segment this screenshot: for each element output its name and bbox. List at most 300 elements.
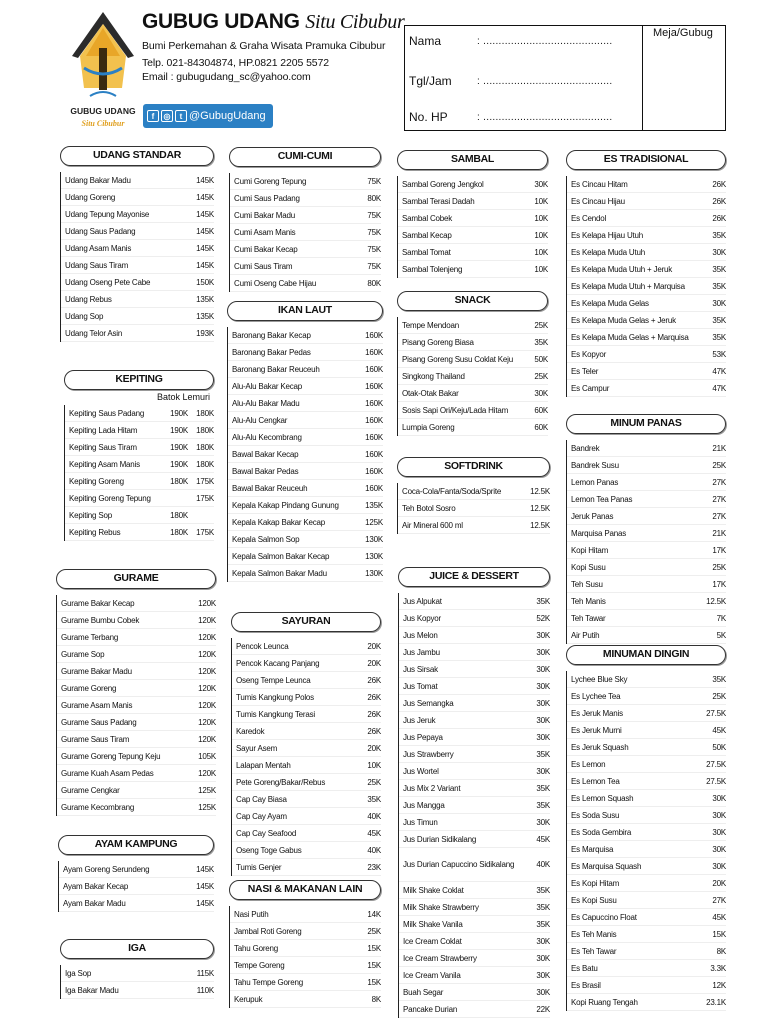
menu-item-name: Jus Strawberry: [403, 749, 454, 759]
hp-field[interactable]: : ..........................................: [477, 112, 613, 123]
menu-item[interactable]: [228, 395, 383, 412]
instagram-icon: ◎: [161, 110, 173, 122]
menu-item-name: Jus Semangka: [403, 698, 454, 708]
menu-item[interactable]: [57, 646, 216, 663]
menu-item[interactable]: [228, 531, 383, 548]
menu-item[interactable]: [567, 593, 726, 610]
menu-item[interactable]: [567, 491, 726, 508]
menu-item[interactable]: [61, 291, 214, 308]
menu-item[interactable]: [57, 748, 216, 765]
menu-item-name: Baronang Bakar Kecap: [232, 330, 311, 340]
menu-list: [56, 595, 216, 816]
menu-item[interactable]: [399, 780, 550, 797]
logo-script: Situ Cibubur: [81, 119, 125, 128]
menu-item-name: Milk Shake Strawberry: [403, 902, 479, 912]
menu-item-price: 145K: [196, 898, 214, 908]
menu-item[interactable]: [232, 842, 381, 859]
menu-item[interactable]: [398, 227, 548, 244]
menu-item-name: Lalapan Mentah: [236, 760, 291, 770]
menu-item[interactable]: [399, 967, 550, 984]
menu-item[interactable]: [567, 363, 726, 380]
menu-item-name: Milk Shake Coklat: [403, 885, 464, 895]
logo-text: GUBUG UDANG: [70, 106, 136, 116]
menu-item[interactable]: [398, 317, 548, 334]
menu-item[interactable]: [232, 825, 381, 842]
menu-item[interactable]: [232, 774, 381, 791]
menu-item[interactable]: [61, 223, 214, 240]
menu-item-price: 47K: [712, 366, 726, 376]
menu-item-name: Es Cincau Hijau: [571, 196, 625, 206]
menu-item-name: Bawal Bakar Kecap: [232, 449, 299, 459]
menu-item[interactable]: [57, 629, 216, 646]
menu-item[interactable]: [399, 1001, 550, 1018]
gubug-udang-logo: [66, 8, 140, 130]
menu-item[interactable]: [399, 644, 550, 661]
menu-item[interactable]: [65, 439, 214, 456]
section-ikan: [227, 301, 383, 582]
menu-item[interactable]: [567, 440, 726, 457]
section-title: UDANG STANDAR: [60, 146, 214, 166]
menu-item-name: Jus Tomat: [403, 681, 438, 691]
menu-item[interactable]: [57, 731, 216, 748]
section-cumi: [229, 147, 381, 292]
menu-item-price: 23.1K: [706, 997, 726, 1007]
menu-item[interactable]: [399, 746, 550, 763]
menu-item-name: Pencok Kacang Panjang: [236, 658, 320, 668]
menu-item[interactable]: [567, 474, 726, 491]
menu-item[interactable]: [230, 207, 381, 224]
menu-item-price: 35K: [712, 281, 726, 291]
menu-item[interactable]: [399, 695, 550, 712]
section-softdrink: [397, 457, 550, 534]
section-title: MINUMAN DINGIN: [566, 645, 726, 665]
menu-item-price: 125K: [198, 785, 216, 795]
menu-item[interactable]: [61, 308, 214, 325]
menu-item[interactable]: [57, 612, 216, 629]
menu-item-name: Alu-Alu Kecombrang: [232, 432, 302, 442]
menu-item-price: 26K: [367, 709, 381, 719]
menu-item[interactable]: [230, 923, 381, 940]
menu-item[interactable]: [61, 257, 214, 274]
menu-item[interactable]: [228, 565, 383, 582]
menu-item[interactable]: [230, 991, 381, 1008]
facebook-icon: f: [147, 110, 159, 122]
menu-item[interactable]: [567, 705, 726, 722]
menu-item-price: 10K: [534, 213, 548, 223]
menu-item[interactable]: [232, 740, 381, 757]
menu-item[interactable]: [399, 882, 550, 899]
menu-item[interactable]: [398, 385, 548, 402]
tgl-field[interactable]: : ..........................................: [477, 76, 613, 87]
menu-item-price: 27K: [712, 511, 726, 521]
menu-item[interactable]: [567, 329, 726, 346]
menu-item-price: 35K: [367, 794, 381, 804]
menu-item[interactable]: [567, 909, 726, 926]
menu-item-price: 145K: [196, 175, 214, 185]
menu-item[interactable]: [567, 790, 726, 807]
menu-item[interactable]: [567, 960, 726, 977]
menu-item-price: 120K: [198, 598, 216, 608]
menu-item[interactable]: [61, 965, 214, 982]
menu-item[interactable]: [567, 210, 726, 227]
menu-item-name: Es Soda Gembira: [571, 827, 632, 837]
menu-item[interactable]: [567, 671, 726, 688]
menu-item-name: Iga Sop: [65, 968, 92, 978]
menu-item[interactable]: [65, 507, 214, 524]
menu-item[interactable]: [567, 542, 726, 559]
menu-item[interactable]: [61, 189, 214, 206]
menu-item[interactable]: [57, 680, 216, 697]
menu-item[interactable]: [61, 325, 214, 342]
menu-item[interactable]: [230, 173, 381, 190]
menu-item[interactable]: [399, 916, 550, 933]
menu-item[interactable]: [398, 483, 550, 500]
restaurant-title: [142, 10, 404, 34]
menu-item[interactable]: [230, 957, 381, 974]
menu-item[interactable]: [57, 799, 216, 816]
menu-item[interactable]: [399, 763, 550, 780]
menu-item[interactable]: [65, 473, 214, 490]
menu-item[interactable]: [59, 878, 214, 895]
menu-item[interactable]: [398, 334, 548, 351]
menu-item-price: 27.5K: [706, 759, 726, 769]
menu-item-price: 190K: [170, 459, 188, 469]
menu-item[interactable]: [232, 689, 381, 706]
menu-item[interactable]: [228, 480, 383, 497]
menu-item[interactable]: [232, 723, 381, 740]
email: Email : gubugudang_sc@yahoo.com: [142, 71, 311, 83]
menu-item-name: Pancake Durian: [403, 1004, 458, 1014]
menu-item-price: 80K: [367, 278, 381, 288]
menu-item-name: Kopi Hitam: [571, 545, 609, 555]
menu-item-name: Es Jeruk Manis: [571, 708, 623, 718]
menu-item[interactable]: [398, 261, 548, 278]
order-form: [404, 25, 726, 131]
menu-item-name: Es Jeruk Squash: [571, 742, 629, 752]
menu-item-name: Kepiting Saus Tiram: [69, 442, 137, 452]
menu-item-price-alt: 175K: [196, 493, 214, 503]
menu-item-price: 27K: [712, 895, 726, 905]
menu-item-name: Jus Kopyor: [403, 613, 442, 623]
menu-item[interactable]: [232, 655, 381, 672]
menu-item[interactable]: [228, 446, 383, 463]
menu-item[interactable]: [567, 380, 726, 397]
section-ayam: [58, 835, 214, 912]
menu-item-name: Gurame Bakar Kecap: [61, 598, 135, 608]
menu-item[interactable]: [399, 627, 550, 644]
menu-item[interactable]: [59, 861, 214, 878]
menu-item-name: Kepiting Saus Padang: [69, 408, 145, 418]
menu-item[interactable]: [65, 405, 214, 422]
menu-item-name: Sambal Goreng Jengkol: [402, 179, 484, 189]
menu-item[interactable]: [567, 627, 726, 644]
menu-item[interactable]: [567, 261, 726, 278]
menu-item[interactable]: [567, 807, 726, 824]
menu-item[interactable]: [230, 224, 381, 241]
menu-item-price: 120K: [198, 649, 216, 659]
menu-item[interactable]: [61, 172, 214, 189]
menu-item[interactable]: [57, 663, 216, 680]
menu-item[interactable]: [232, 859, 381, 876]
menu-item[interactable]: [567, 227, 726, 244]
menu-item-price: 130K: [365, 551, 383, 561]
menu-item[interactable]: [567, 278, 726, 295]
nama-field[interactable]: : ..........................................: [477, 36, 613, 47]
menu-item[interactable]: [61, 206, 214, 223]
menu-item-name: Sayur Asem: [236, 743, 278, 753]
menu-item[interactable]: [567, 176, 726, 193]
menu-item[interactable]: [65, 422, 214, 439]
menu-item-name: Teh Manis: [571, 596, 606, 606]
menu-item-price: 26K: [712, 213, 726, 223]
menu-item-name: Oseng Toge Gabus: [236, 845, 302, 855]
menu-item-name: Sambal Tomat: [402, 247, 451, 257]
menu-item[interactable]: [232, 638, 381, 655]
menu-item[interactable]: [398, 244, 548, 261]
menu-item[interactable]: [61, 982, 214, 999]
menu-item[interactable]: [228, 463, 383, 480]
menu-item-price-alt: 175K: [196, 527, 214, 537]
menu-item[interactable]: [399, 797, 550, 814]
menu-item[interactable]: [61, 274, 214, 291]
menu-item[interactable]: [228, 429, 383, 446]
menu-item-name: Gurame Saus Padang: [61, 717, 137, 727]
menu-item[interactable]: [567, 858, 726, 875]
menu-item-price: 35K: [534, 337, 548, 347]
menu-item-price: 60K: [534, 405, 548, 415]
menu-item[interactable]: [228, 361, 383, 378]
menu-item[interactable]: [399, 848, 550, 882]
menu-item-name: Ice Cream Strawberry: [403, 953, 477, 963]
menu-item-price: 30K: [536, 970, 550, 980]
menu-item-name: Kepiting Lada Hitam: [69, 425, 138, 435]
menu-item[interactable]: [57, 782, 216, 799]
menu-item[interactable]: [399, 950, 550, 967]
menu-item[interactable]: [228, 378, 383, 395]
menu-item-name: Pencok Leunca: [236, 641, 289, 651]
menu-item[interactable]: [399, 933, 550, 950]
menu-list: [58, 861, 214, 912]
menu-item[interactable]: [567, 559, 726, 576]
section-title: IKAN LAUT: [227, 301, 383, 321]
menu-item-price: 25K: [367, 926, 381, 936]
section-title: CUMI-CUMI: [229, 147, 381, 167]
menu-item[interactable]: [567, 977, 726, 994]
menu-item[interactable]: [398, 210, 548, 227]
menu-item-price: 25K: [367, 777, 381, 787]
menu-item[interactable]: [228, 497, 383, 514]
menu-item[interactable]: [65, 456, 214, 473]
menu-item-name: Pisang Goreng Susu Coklat Keju: [402, 354, 513, 364]
menu-item-name: Es Capuccino Float: [571, 912, 637, 922]
menu-item[interactable]: [228, 548, 383, 565]
menu-item-price: 17K: [712, 579, 726, 589]
menu-item[interactable]: [567, 312, 726, 329]
menu-item[interactable]: [228, 514, 383, 531]
menu-item[interactable]: [567, 508, 726, 525]
menu-item-price: 10K: [534, 264, 548, 274]
menu-item-price: 145K: [196, 192, 214, 202]
menu-item[interactable]: [567, 688, 726, 705]
menu-item[interactable]: [230, 940, 381, 957]
menu-item-price: 105K: [198, 751, 216, 761]
menu-item-price: 190K: [170, 408, 188, 418]
menu-item[interactable]: [399, 712, 550, 729]
menu-item[interactable]: [398, 500, 550, 517]
menu-item-name: Jus Wortel: [403, 766, 439, 776]
menu-item-price: 26K: [367, 675, 381, 685]
menu-item[interactable]: [567, 576, 726, 593]
menu-item-name: Kerupuk: [234, 994, 263, 1004]
menu-item-price: 75K: [367, 261, 381, 271]
menu-item-price: 120K: [198, 683, 216, 693]
menu-item[interactable]: [399, 678, 550, 695]
menu-item[interactable]: [398, 368, 548, 385]
menu-item[interactable]: [567, 943, 726, 960]
menu-item[interactable]: [567, 525, 726, 542]
menu-item[interactable]: [232, 706, 381, 723]
menu-item[interactable]: [567, 824, 726, 841]
menu-item[interactable]: [399, 899, 550, 916]
menu-item-name: Bawal Bakar Reuceuh: [232, 483, 308, 493]
menu-item-price: 160K: [365, 415, 383, 425]
menu-item[interactable]: [232, 791, 381, 808]
menu-item[interactable]: [230, 275, 381, 292]
menu-list: [566, 440, 726, 644]
menu-item-name: Kepiting Sop: [69, 510, 112, 520]
menu-item[interactable]: [398, 351, 548, 368]
menu-item[interactable]: [228, 412, 383, 429]
menu-item[interactable]: [398, 193, 548, 210]
menu-item[interactable]: [567, 244, 726, 261]
menu-item[interactable]: [232, 757, 381, 774]
menu-item-price: 12.5K: [530, 520, 550, 530]
menu-item[interactable]: [61, 240, 214, 257]
menu-item-price: 25K: [712, 562, 726, 572]
menu-item-name: Kepiting Goreng: [69, 476, 124, 486]
menu-item[interactable]: [399, 984, 550, 1001]
menu-item-price: 160K: [365, 381, 383, 391]
menu-item-price: 120K: [198, 734, 216, 744]
menu-item-price: 15K: [367, 943, 381, 953]
menu-item-name: Es Kelapa Muda Gelas + Jeruk: [571, 315, 676, 325]
menu-item[interactable]: [232, 672, 381, 689]
menu-item-name: Jus Melon: [403, 630, 438, 640]
menu-item[interactable]: [228, 344, 383, 361]
menu-item[interactable]: [567, 773, 726, 790]
section-title: SOFTDRINK: [397, 457, 550, 477]
menu-item-name: Es Campur: [571, 383, 610, 393]
menu-item-name: Gurame Kecombrang: [61, 802, 135, 812]
section-title: IGA: [60, 939, 214, 959]
menu-item-name: Gurame Saus Tiram: [61, 734, 130, 744]
menu-item[interactable]: [567, 926, 726, 943]
menu-item[interactable]: [232, 808, 381, 825]
section-nasi: [229, 880, 381, 1008]
menu-item-name: Gurame Asam Manis: [61, 700, 133, 710]
menu-item[interactable]: [567, 739, 726, 756]
menu-list: [227, 327, 383, 582]
menu-item[interactable]: [398, 517, 550, 534]
menu-item-name: Es Kelapa Hijau Utuh: [571, 230, 644, 240]
menu-item-price: 35K: [536, 919, 550, 929]
section-iga: [60, 939, 214, 999]
menu-item[interactable]: [567, 841, 726, 858]
menu-item[interactable]: [567, 193, 726, 210]
menu-item[interactable]: [57, 697, 216, 714]
menu-item[interactable]: [228, 327, 383, 344]
menu-item[interactable]: [57, 765, 216, 782]
menu-item-name: Karedok: [236, 726, 265, 736]
menu-item-price: 35K: [536, 800, 550, 810]
menu-item[interactable]: [230, 241, 381, 258]
menu-item-price-alt: 180K: [196, 425, 214, 435]
menu-item[interactable]: [567, 756, 726, 773]
menu-item[interactable]: [65, 490, 214, 507]
menu-item-price: 75K: [367, 244, 381, 254]
section-title: ES TRADISIONAL: [566, 150, 726, 170]
section-snack: [397, 291, 548, 436]
menu-item-price: 35K: [536, 596, 550, 606]
menu-item[interactable]: [230, 258, 381, 275]
menu-item[interactable]: [567, 295, 726, 312]
section-es: [566, 150, 726, 397]
menu-item[interactable]: [567, 722, 726, 739]
menu-item-price: 45K: [536, 834, 550, 844]
menu-item[interactable]: [567, 457, 726, 474]
menu-item[interactable]: [399, 729, 550, 746]
menu-item-price: 47K: [712, 383, 726, 393]
menu-item[interactable]: [399, 814, 550, 831]
menu-item[interactable]: [398, 419, 548, 436]
menu-item-name: Tahu Goreng: [234, 943, 279, 953]
menu-item-name: Sosis Sapi Ori/Keju/Lada Hitam: [402, 405, 509, 415]
menu-item[interactable]: [57, 714, 216, 731]
menu-item-name: Tumis Genjer: [236, 862, 282, 872]
menu-item-price: 35K: [536, 783, 550, 793]
menu-item-price: 10K: [534, 230, 548, 240]
menu-item-price: 145K: [196, 226, 214, 236]
menu-item[interactable]: [230, 906, 381, 923]
menu-item-price: 26K: [712, 196, 726, 206]
menu-item-name: Sambal Terasi Dadah: [402, 196, 475, 206]
menu-item-price: 53K: [712, 349, 726, 359]
menu-item-name: Es Teh Tawar: [571, 946, 617, 956]
menu-item-name: Es Teh Manis: [571, 929, 617, 939]
menu-item[interactable]: [399, 610, 550, 627]
menu-item[interactable]: [399, 661, 550, 678]
menu-item[interactable]: [57, 595, 216, 612]
menu-item[interactable]: [399, 831, 550, 848]
menu-item[interactable]: [567, 610, 726, 627]
menu-item[interactable]: [230, 974, 381, 991]
menu-item[interactable]: [567, 892, 726, 909]
menu-item[interactable]: [567, 875, 726, 892]
menu-list: [566, 671, 726, 1011]
menu-item-price: 135K: [196, 311, 214, 321]
menu-item[interactable]: [398, 176, 548, 193]
menu-item-name: Udang Saus Tiram: [65, 260, 129, 270]
menu-item-price: 25K: [534, 371, 548, 381]
menu-item[interactable]: [567, 994, 726, 1011]
menu-item[interactable]: [398, 402, 548, 419]
menu-item[interactable]: [59, 895, 214, 912]
meja-field[interactable]: [642, 26, 726, 130]
menu-item[interactable]: [65, 524, 214, 541]
menu-item[interactable]: [567, 346, 726, 363]
menu-item[interactable]: [230, 190, 381, 207]
menu-item[interactable]: [399, 593, 550, 610]
